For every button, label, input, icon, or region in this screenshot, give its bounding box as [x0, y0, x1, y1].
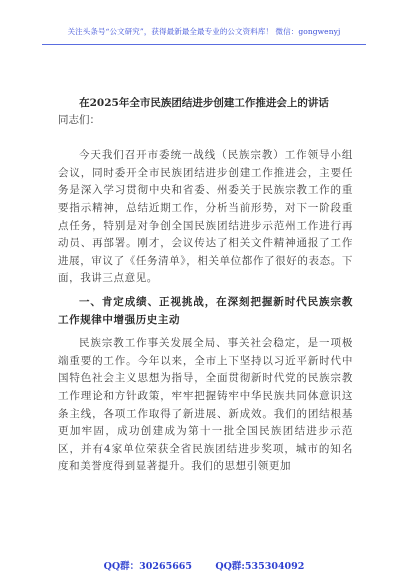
salutation: 同志们：: [58, 114, 100, 126]
header-banner: 关注头条号“公文研究”，获得最新最全最专业的公文资料库！ 微信：gongwenyj: [67, 27, 341, 36]
footer-contact: [0, 558, 408, 572]
footer-qq-group-2: QQ群:535304092: [215, 561, 305, 572]
footer-qq-group-1: QQ群：30265665: [103, 561, 193, 572]
intro-paragraph: 今天我们召开市委统一战线（民族宗教）工作领导小组会议，同时委开全市民族团结进步创建工作推进会，主要任务是深入学习贯彻中央和省委、州委关于民族宗教工作的重要指示精神，总结近期工作，分析当前形势，对下一阶段重点任务，特别是对争创全国民族团结进步示范州工作进行再动员、再部署。刚才，会议传达了相关文件精神通报了工作进展，审议了《任务清单》，相关单位都作了很好的表态。下面，我讲三点意见。: [58, 149, 353, 285]
section-1-paragraph: 民族宗教工作事关发展全局、事关社会稳定，是一项极端重要的工作。今年以来，全市上下坚持以习近平新时代中国特色社会主义思想为指导，全面贯彻新时代党的民族宗教工作理论和方针政策，牢牢把握铸牢中华民族共同体意识这条主线，各项工作取得了新进展、新成效。我们的团结根基更加牢固，成功创建成为第十一批全国民族团结进步示范区，并有4家单位荣获全省民族团结进步奖项，城市的知名度和美誉度得到显著提升。我们的思想引领更加: [58, 337, 353, 473]
section-heading-1: 一、肯定成绩、正视挑战，在深刻把握新时代民族宗教工作规律中增强历史主动: [58, 295, 353, 326]
header-divider: [42, 44, 366, 45]
document-title: 在2025年全市民族团结进步创建工作推进会上的讲话: [79, 97, 329, 109]
document-body: [58, 112, 353, 476]
